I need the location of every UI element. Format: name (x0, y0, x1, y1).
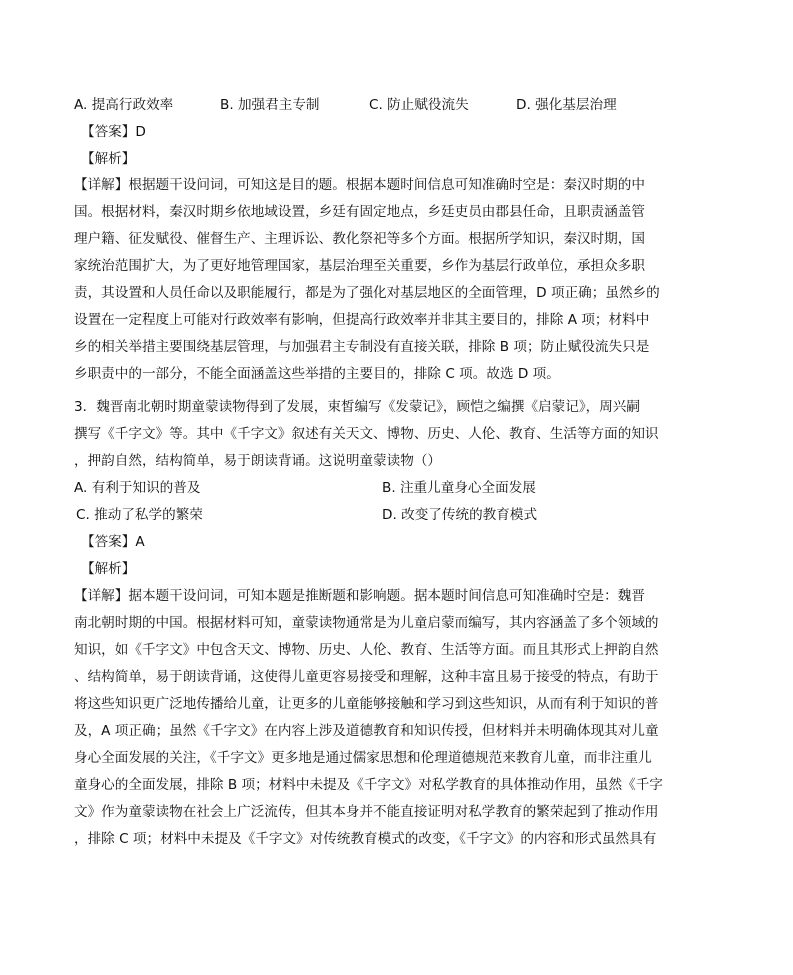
q3-detail-line: 将这些知识更广泛地传播给儿童，让更多的儿童能够接触和学习到这些知识，从而有利于知识的普 (74, 696, 659, 712)
q2-detail-line: 乡的相关举措主要围绕基层管理，与加强君主专制没有直接关联，排除 B 项；防止赋役流失只是 (74, 339, 650, 355)
q2-option-c: C. 防止赋役流失 (369, 97, 469, 113)
q3-option-c: C. 推动了私学的繁荣 (76, 507, 203, 523)
q3-detail-line: 知识，如《千字文》中包含天文、博物、历史、人伦、教育、生活等方面。而且其形式上押韵自然 (74, 642, 659, 658)
q3-detail-line: 、结构简单，易于朗读背诵，这使得儿童更容易接受和理解，这种丰富且易于接受的特点，有助于 (74, 669, 659, 685)
q2-detail-line: 家统治范围扩大，为了更好地管理国家，基层治理至关重要，乡作为基层行政单位，承担众多职 (74, 258, 645, 274)
q3-analysis-label: 【解析】 (81, 561, 136, 577)
q2-detail-line: 国。根据材料，秦汉时期乡依地域设置，乡廷有固定地点，乡廷吏员由郡县任命，且职责涵盖管 (74, 204, 645, 220)
q3-detail-line: ，排除 C 项；材料中未提及《千字文》对传统教育模式的改变，《千字文》的内容和形式虽然具有 (74, 831, 657, 847)
q2-detail-line: 理户籍、征发赋役、催督生产、主理诉讼、教化祭祀等多个方面。根据所学知识，秦汉时期，国 (74, 231, 645, 247)
q3-option-b: B. 注重儿童身心全面发展 (382, 480, 536, 496)
q3-stem-line: ，押韵自然，结构简单，易于朗读背诵。这说明童蒙读物（） (74, 453, 442, 469)
q2-option-a: A. 提高行政效率 (74, 97, 174, 113)
q3-detail-line: 童身心的全面发展，排除 B 项；材料中未提及《千字文》对私学教育的具体推动作用，虽然《千字 (74, 777, 663, 793)
q3-detail-line: 及，A 项正确；虽然《千字文》在内容上涉及道德教育和知识传授，但材料并未明确体现其对儿童 (74, 723, 659, 739)
q2-option-d: D. 强化基层治理 (516, 97, 617, 113)
q2-option-b: B. 加强君主专制 (220, 97, 320, 113)
q2-detail-line: 责，其设置和人员任命以及职能履行，都是为了强化对基层地区的全面管理，D 项正确；虽然乡的 (74, 285, 660, 301)
q3-option-a: A. 有利于知识的普及 (74, 480, 201, 496)
q2-detail-line: 【详解】根据题干设问词，可知这是目的题。根据本题时间信息可知准确时空是：秦汉时期的中 (74, 177, 645, 193)
q2-detail-line: 设置在一定程度上可能对行政效率有影响，但提高行政效率并非其主要目的，排除 A 项；材料中 (74, 312, 650, 328)
q3-detail-line: 【详解】据本题干设问词，可知本题是推断题和影响题。据本题时间信息可知准确时空是：魏晋 (74, 588, 645, 604)
q3-option-d: D. 改变了传统的教育模式 (382, 507, 538, 523)
q3-stem-line: 3．魏晋南北朝时期童蒙读物得到了发展，束皙编写《发蒙记》，顾恺之编撰《启蒙记》，周兴嗣 (74, 399, 640, 415)
q3-detail-line: 文》作为童蒙读物在社会上广泛流传，但其本身并不能直接证明对私学教育的繁荣起到了推动作用 (74, 804, 659, 820)
q2-analysis-label: 【解析】 (81, 151, 136, 167)
q3-stem-line: 撰写《千字文》等。其中《千字文》叙述有关天文、博物、历史、人伦、教育、生活等方面的知识 (74, 426, 659, 442)
q2-answer: 【答案】D (81, 124, 146, 140)
q3-detail-line: 南北朝时期的中国。根据材料可知，童蒙读物通常是为儿童启蒙而编写，其内容涵盖了多个领域的 (74, 615, 659, 631)
q3-answer: 【答案】A (81, 534, 145, 550)
q3-detail-line: 身心全面发展的关注，《千字文》更多地是通过儒家思想和伦理道德规范来教育儿童，而非注重儿 (74, 750, 652, 766)
q2-detail-line: 乡职责中的一部分，不能全面涵盖这些举措的主要目的，排除 C 项。故选 D 项。 (74, 366, 560, 382)
